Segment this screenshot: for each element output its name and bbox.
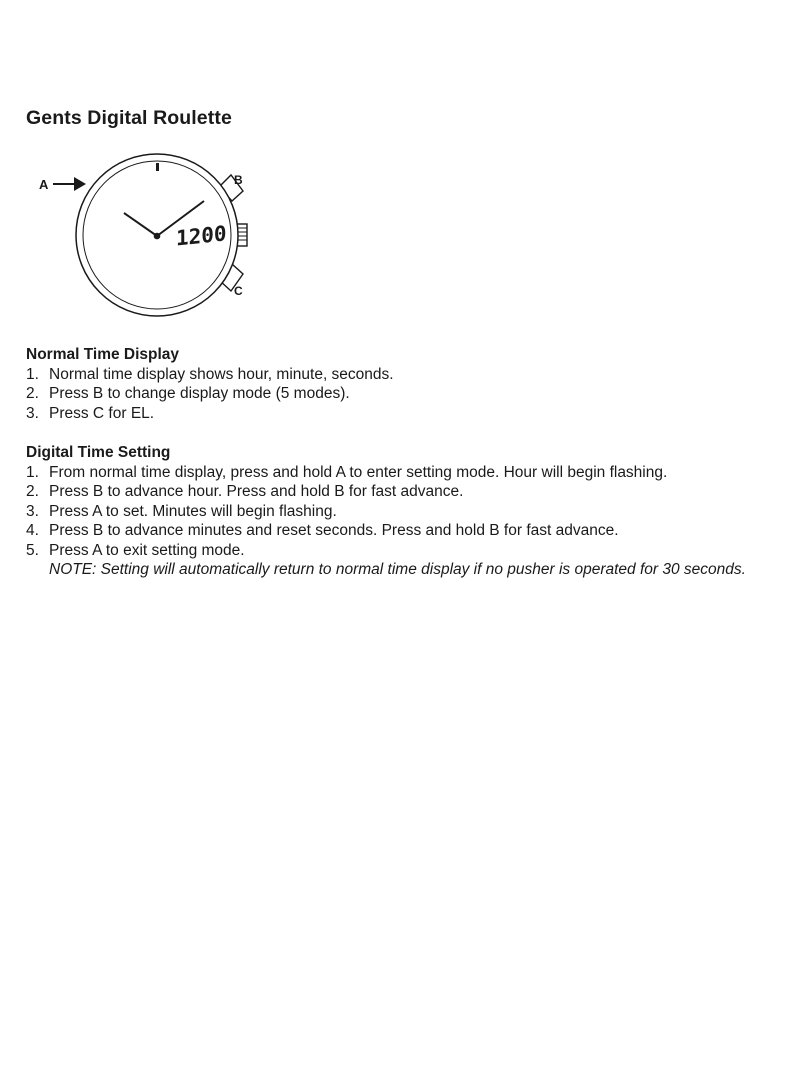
- label-b: B: [234, 173, 243, 187]
- list-item: [26, 541, 798, 561]
- item-number: 3.: [26, 404, 39, 422]
- item-text: Press C for EL.: [49, 404, 155, 422]
- item-text: Press A to set. Minutes will begin flashing.: [49, 502, 337, 520]
- list-item: [26, 365, 798, 385]
- section-heading: Normal Time Display: [26, 346, 180, 363]
- item-number: 1.: [26, 365, 39, 383]
- list-item: [26, 502, 798, 522]
- item-text: Normal time display shows hour, minute, seconds.: [49, 365, 394, 383]
- item-number: 1.: [26, 463, 39, 481]
- item-text: Press A to exit setting mode.: [49, 541, 245, 559]
- arrow-icon: [53, 177, 86, 191]
- label-a: A: [39, 177, 49, 192]
- item-number: 2.: [26, 385, 39, 402]
- list-item: [26, 404, 798, 424]
- item-number: 5.: [26, 541, 39, 559]
- label-c: C: [234, 284, 243, 298]
- normal-time-display-section: [26, 345, 798, 423]
- list-item: [26, 521, 798, 541]
- digital-time-setting-section: [26, 443, 798, 580]
- instruction-list: [26, 463, 798, 561]
- hour-marker-12: [156, 163, 159, 171]
- setting-note: NOTE: Setting will automatically return to normal time display if no pusher is operated for 30 seconds.: [49, 561, 746, 578]
- item-text: Press B to advance minutes and reset seconds. Press and hold B for fast advance.: [49, 522, 619, 539]
- item-text: Press B to change display mode (5 modes).: [49, 385, 350, 402]
- item-text: From normal time display, press and hold A to enter setting mode. Hour will begin flashing.: [49, 463, 668, 481]
- item-number: 2.: [26, 483, 39, 500]
- section-heading: Digital Time Setting: [26, 444, 171, 461]
- instruction-list: [26, 365, 798, 424]
- list-item: [26, 384, 798, 404]
- watch-diagram: [30, 150, 270, 350]
- page-title: Gents Digital Roulette: [26, 107, 232, 129]
- lcd-display-text: 1200: [175, 220, 227, 251]
- item-number: 3.: [26, 502, 39, 520]
- hands-pivot: [154, 233, 161, 240]
- list-item: [26, 463, 798, 483]
- item-text: Press B to advance hour. Press and hold B for fast advance.: [49, 483, 464, 500]
- list-item: [26, 482, 798, 502]
- item-number: 4.: [26, 522, 39, 539]
